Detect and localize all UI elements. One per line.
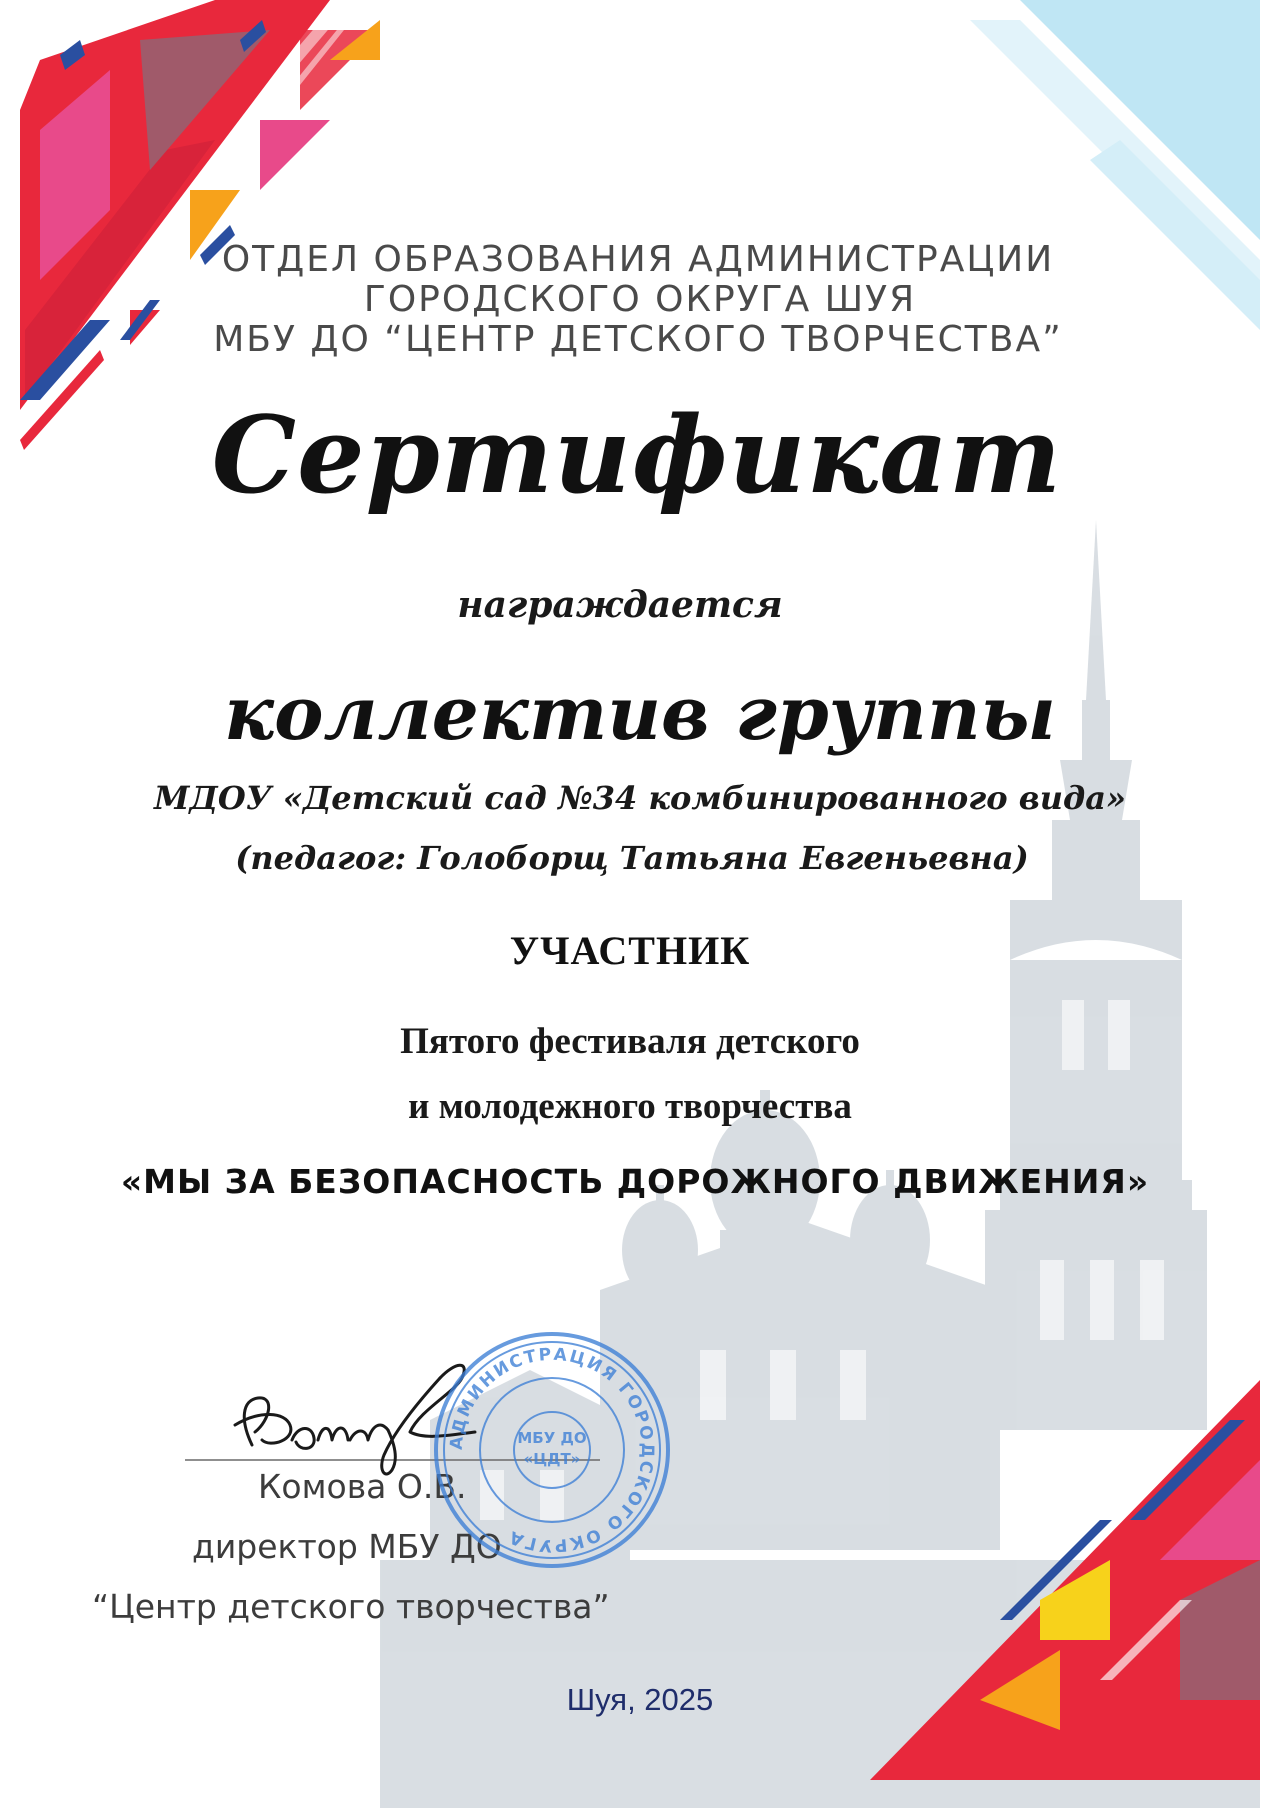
event-line-1: Пятого фестиваля детского (400, 1021, 860, 1062)
issuer-line-3: МБУ ДО “ЦЕНТР ДЕТСКОГО ТВОРЧЕСТВА” (213, 319, 1063, 360)
event-line-2: и молодежного творчества (408, 1086, 852, 1127)
issuer-line-1: ОТДЕЛ ОБРАЗОВАНИЯ АДМИНИСТРАЦИИ (221, 239, 1055, 280)
stamp-outer-text: АДМИНИСТРАЦИЯ ГОРОДСКОГО ОКРУГА (446, 1344, 658, 1556)
signatory-position: директор МБУ ДО (192, 1527, 502, 1566)
recipient-teacher: (педагог: Голоборщ Татьяна Евгеньевна) (235, 839, 1029, 877)
recipient-organization: МДОУ «Детский сад №34 комбинированного вида» (153, 779, 1126, 817)
footer-place-year: Шуя, 2025 (566, 1682, 714, 1717)
stamp-center-line-1: МБУ ДО (517, 1429, 587, 1447)
signatory-organization: “Центр детского творчества” (92, 1587, 610, 1626)
awarded-text: награждается (457, 584, 783, 626)
stamp-center-line-2: «ЦДТ» (523, 1450, 581, 1468)
participant-status: УЧАСТНИК (509, 928, 751, 973)
event-name: «МЫ ЗА БЕЗОПАСНОСТЬ ДОРОЖНОГО ДВИЖЕНИЯ» (120, 1162, 1150, 1201)
signatory-name: Комова О.В. (258, 1467, 467, 1506)
issuer-line-2: ГОРОДСКОГО ОКРУГА ШУЯ (363, 279, 917, 320)
certificate-title: Сертификат (211, 392, 1063, 517)
recipient-name: коллектив группы (224, 671, 1056, 757)
